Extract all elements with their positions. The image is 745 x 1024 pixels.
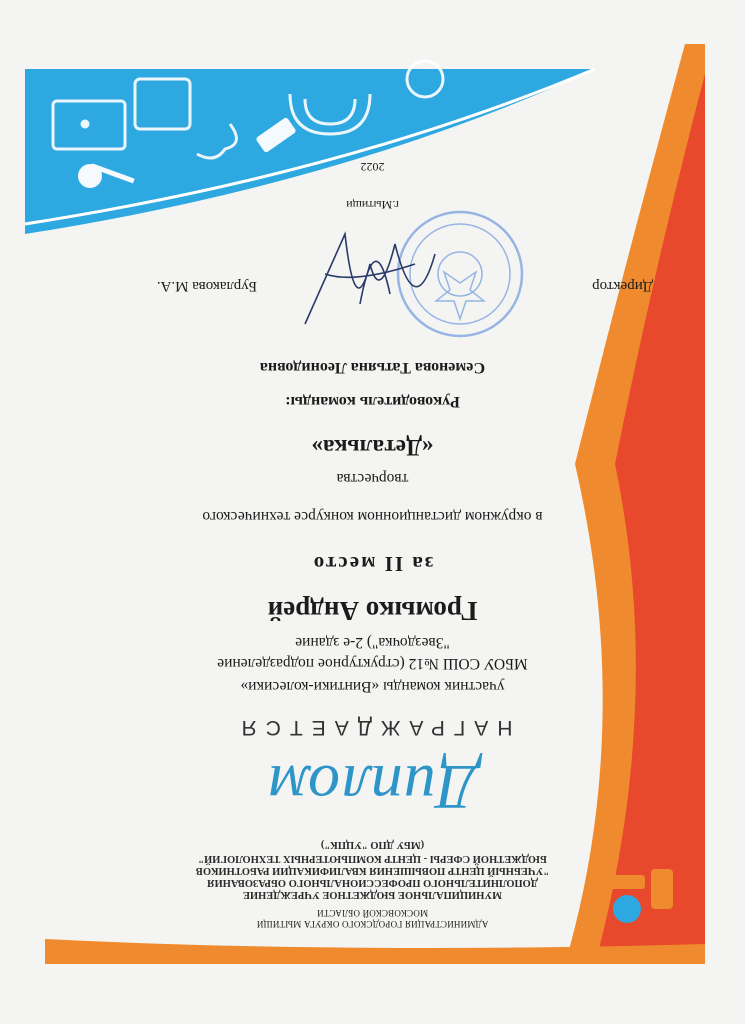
- diploma-title: Диплом: [267, 752, 478, 823]
- leader-name: Семенова Татьяна Леонидовна: [259, 359, 486, 376]
- school-line: МБОУ СОШ №12 (структурное подразделение: [217, 655, 528, 672]
- org-line-5: (МБУ ДПО "УЦПК"): [320, 839, 425, 850]
- org-line-3: "УЧЕБНЫЙ ЦЕНТР ПОВЫШЕНИЯ КВАЛИФИКАЦИИ РАБОТНИКОВ: [195, 865, 550, 876]
- leader-label: Руководитель команды:: [285, 393, 460, 410]
- tablet-button-icon: [82, 121, 88, 127]
- signature-role: Директор: [592, 278, 653, 294]
- director-signature: [305, 234, 435, 324]
- place-label: за II место: [311, 552, 434, 576]
- org-line-1: МУНИЦИПАЛЬНОЕ БЮДЖЕТНОЕ УЧРЕЖДЕНИЕ: [242, 889, 503, 900]
- round-stamp: [398, 212, 522, 336]
- year-label: 2022: [360, 160, 385, 174]
- city-label: г.Мытищи: [346, 198, 399, 212]
- awarded-label: НАГРАЖДАЕТСЯ: [232, 716, 513, 739]
- participant-name: Громыко Андрей: [267, 596, 478, 626]
- admin-line-2: МОСКОВСКОЙ ОБЛАСТИ: [316, 908, 429, 918]
- building-line: "Звездочка") 2-е здание: [295, 634, 450, 651]
- contest-name: «Деталька»: [311, 435, 434, 460]
- org-line-2: ДОПОЛНИТЕЛЬНОГО ПРОФЕССИОНАЛЬНОГО ОБРАЗОВАНИЯ: [207, 877, 538, 888]
- contest-line-1: в окружном дистанционном конкурсе технического: [202, 508, 543, 525]
- contest-line-2: творчества: [336, 470, 409, 487]
- org-line-4: БЮДЖЕТНОЙ СФЕРЫ - ЦЕНТР КОМПЬЮТЕРНЫХ ТЕХНОЛОГИЙ": [198, 853, 547, 864]
- admin-line-1: АДМИНИСТРАЦИЯ ГОРОДСКОГО ОКРУГА МЫТИЩИ: [256, 919, 489, 929]
- signature-name: Бурлакова М.А.: [156, 278, 257, 294]
- team-line: участник команды «Винтики-колесики»: [240, 678, 505, 695]
